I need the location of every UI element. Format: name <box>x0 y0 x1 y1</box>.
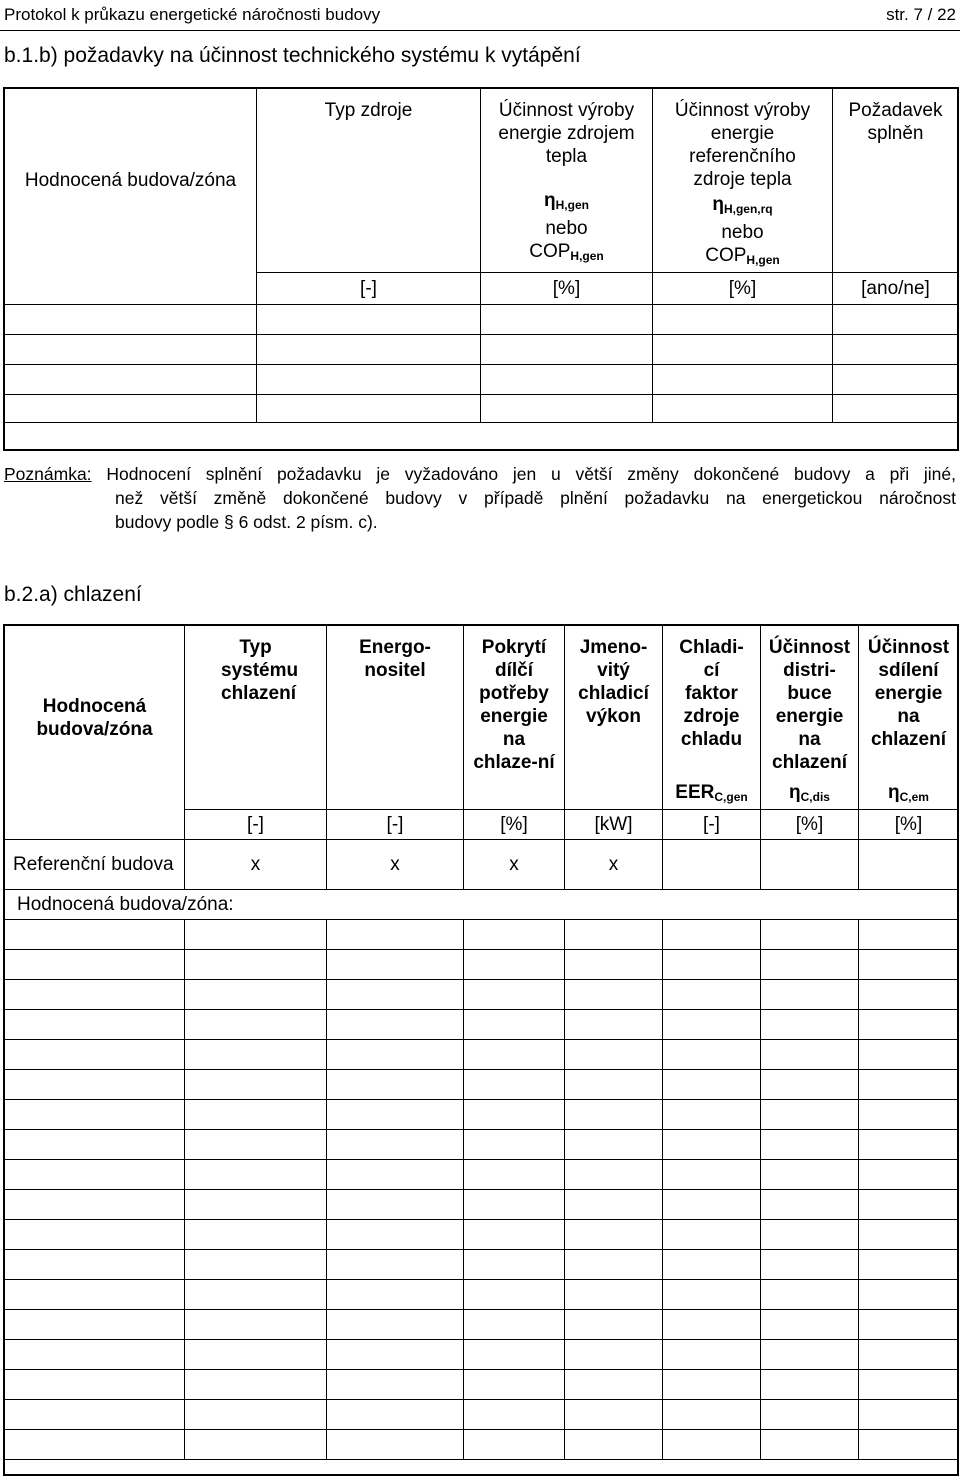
table-cell <box>761 980 859 1010</box>
header-divider <box>0 30 960 31</box>
table-cell <box>464 1100 565 1130</box>
table-cell <box>481 305 653 335</box>
reference-value: x <box>327 840 464 890</box>
note-text: budovy podle § 6 odst. 2 písm. c). <box>115 512 378 532</box>
note-paragraph <box>4 462 956 534</box>
table-cell <box>5 1160 185 1190</box>
table-cell <box>464 920 565 950</box>
table-cell <box>859 1400 959 1430</box>
table-cell <box>5 1340 185 1370</box>
table-cell <box>663 1400 761 1430</box>
table-cell <box>653 335 833 365</box>
source-type-header: Typ zdroje <box>257 89 481 273</box>
table-cell <box>663 1310 761 1340</box>
coverage-header: Pokrytí dílčí potřeby energie na chlaze-ní <box>464 626 565 810</box>
table-cell <box>761 1040 859 1070</box>
unit-cell: [-] <box>663 810 761 840</box>
table-cell <box>761 920 859 950</box>
reference-value: x <box>185 840 327 890</box>
table-cell <box>185 1250 327 1280</box>
table-cell <box>565 1280 663 1310</box>
table-cell <box>327 1340 464 1370</box>
table-cell <box>663 1130 761 1160</box>
table-cell <box>565 1430 663 1460</box>
table-cell <box>5 980 185 1010</box>
table-cell <box>327 1130 464 1160</box>
table-cell <box>761 1100 859 1130</box>
table-cell <box>327 1160 464 1190</box>
table-cell <box>859 1100 959 1130</box>
table-cell <box>761 840 859 890</box>
table-cell <box>185 1190 327 1220</box>
table-cell <box>185 1430 327 1460</box>
note-text: než větší změně dokončené budovy v případě plnění požadavku na energetickou náročnost <box>115 488 956 508</box>
unit-cell: [%] <box>859 810 959 840</box>
table-cell <box>464 1220 565 1250</box>
table-cell <box>464 1430 565 1460</box>
table-cell <box>663 840 761 890</box>
table-cell <box>185 950 327 980</box>
table-cell <box>833 335 959 365</box>
table-cell <box>565 1220 663 1250</box>
evaluated-zone-label: Hodnocená budova/zóna: <box>5 890 959 920</box>
table-cell <box>565 1070 663 1100</box>
table-cell <box>327 1010 464 1040</box>
table-cell <box>859 980 959 1010</box>
table-cell <box>327 950 464 980</box>
table-cell <box>663 1370 761 1400</box>
unit-cell: [%] <box>653 273 833 305</box>
table-cell <box>5 1220 185 1250</box>
table-cell <box>859 1040 959 1070</box>
unit-cell: [%] <box>464 810 565 840</box>
table-cell <box>761 1160 859 1190</box>
table-cell <box>5 335 257 365</box>
table-cell <box>327 1190 464 1220</box>
table-cell <box>185 1310 327 1340</box>
reference-value: x <box>464 840 565 890</box>
table-cell <box>859 1190 959 1220</box>
table-cell <box>464 1190 565 1220</box>
table-cell <box>481 335 653 365</box>
table-cell <box>761 1250 859 1280</box>
table-cell <box>185 1370 327 1400</box>
section-cooling-title: b.2.a) chlazení <box>4 583 142 606</box>
table-cell <box>859 1340 959 1370</box>
energy-carrier-header: Energo-nositel <box>327 626 464 810</box>
table-cell <box>5 1010 185 1040</box>
table-cell <box>5 810 185 840</box>
table-cell <box>663 1220 761 1250</box>
table-cell <box>663 920 761 950</box>
table-cell <box>663 980 761 1010</box>
table-cell <box>327 1070 464 1100</box>
table-cell <box>565 950 663 980</box>
table-cell <box>565 1250 663 1280</box>
table-cell <box>761 1220 859 1250</box>
table-cell <box>663 1070 761 1100</box>
table-cell <box>464 1400 565 1430</box>
table-cell <box>5 950 185 980</box>
table-cell <box>859 920 959 950</box>
table-cell <box>859 1160 959 1190</box>
table-cell <box>464 1310 565 1340</box>
table-cell <box>761 1190 859 1220</box>
table-cell <box>761 1070 859 1100</box>
table-cell <box>5 305 257 335</box>
table-cell <box>464 1070 565 1100</box>
table-cell <box>257 335 481 365</box>
table-cell <box>833 305 959 335</box>
table-cell <box>565 1010 663 1040</box>
table-cell <box>185 1010 327 1040</box>
table-cell <box>663 1430 761 1460</box>
table-cell <box>761 1280 859 1310</box>
table-cell <box>327 1400 464 1430</box>
table-cell <box>327 980 464 1010</box>
table-cell <box>464 1370 565 1400</box>
table-cell <box>464 950 565 980</box>
table-cell <box>327 1370 464 1400</box>
cooling-factor-header: Chladi-cí faktor zdroje chladu $EER_{C,gen}$ <box>663 626 761 810</box>
table-cell <box>663 1100 761 1130</box>
table-cell <box>565 1190 663 1220</box>
table-cell <box>185 1160 327 1190</box>
table-cell <box>761 1400 859 1430</box>
table-cell <box>327 1040 464 1070</box>
table-cell <box>5 1370 185 1400</box>
table-cell <box>859 840 959 890</box>
table-cell <box>5 1130 185 1160</box>
table-cell <box>859 1220 959 1250</box>
table-cell <box>663 1010 761 1040</box>
table-cell <box>5 920 185 950</box>
table-cell <box>761 1310 859 1340</box>
table-cell <box>464 1340 565 1370</box>
table-cell <box>761 1130 859 1160</box>
table-cell <box>5 1430 185 1460</box>
cooling-system-type-header: Typ systému chlazení <box>185 626 327 810</box>
reference-value: x <box>565 840 663 890</box>
table-cell <box>327 1100 464 1130</box>
source-efficiency-header: Účinnost výroby energie zdrojem tepla $\eta_{H,gen}$ nebo $COP_{H,gen}$ <box>481 89 653 273</box>
table-cell <box>5 1250 185 1280</box>
table-cell <box>5 1100 185 1130</box>
heating-requirements-table <box>4 88 959 423</box>
table-cell <box>859 950 959 980</box>
unit-cell: [-] <box>257 273 481 305</box>
table-cell <box>565 1340 663 1370</box>
table-cell <box>761 1010 859 1040</box>
table-cell <box>464 1250 565 1280</box>
table-cell <box>464 980 565 1010</box>
table-cell <box>663 1340 761 1370</box>
table-cell <box>653 365 833 395</box>
table-cell <box>859 1250 959 1280</box>
table-cell <box>859 1010 959 1040</box>
note-label: Poznámka: <box>4 464 92 484</box>
table-cell <box>761 950 859 980</box>
table-cell <box>5 1040 185 1070</box>
table-cell <box>185 1100 327 1130</box>
table-cell <box>761 1370 859 1400</box>
table-cell <box>859 1130 959 1160</box>
table-cell <box>464 1130 565 1160</box>
unit-cell: [%] <box>481 273 653 305</box>
table-cell <box>833 365 959 395</box>
table-cell <box>833 395 959 423</box>
unit-cell: [ano/ne] <box>833 273 959 305</box>
table-cell <box>859 1070 959 1100</box>
table-cell <box>185 1280 327 1310</box>
table-cell <box>859 1430 959 1460</box>
document-title: Protokol k průkazu energetické náročnosti budovy <box>4 5 381 24</box>
table-cell <box>185 1400 327 1430</box>
table-cell <box>663 1190 761 1220</box>
table-cell <box>565 1400 663 1430</box>
unit-cell: [kW] <box>565 810 663 840</box>
note-text: Hodnocení splnění požadavku je vyžadováno jen u větší změny dokončené budovy a při jiné, <box>106 464 956 484</box>
reference-building-label: Referenční budova <box>5 840 185 890</box>
table-cell <box>327 1430 464 1460</box>
unit-cell: [-] <box>185 810 327 840</box>
table-cell <box>565 980 663 1010</box>
table-cell <box>653 395 833 423</box>
reference-efficiency-header: Účinnost výroby energie referenčního zdroje tepla $\eta_{H,gen,rq}$ nebo $COP_{H,gen}$ <box>653 89 833 273</box>
table-cell <box>327 1250 464 1280</box>
cooling-table <box>4 625 959 1460</box>
table-cell <box>565 1370 663 1400</box>
table-cell <box>565 1130 663 1160</box>
requirement-met-header: Požadavek splněn <box>833 89 959 273</box>
table-cell <box>663 1280 761 1310</box>
table-cell <box>761 1430 859 1460</box>
table-cell <box>565 1100 663 1130</box>
table-cell <box>464 1280 565 1310</box>
table-cell <box>327 1310 464 1340</box>
table-cell <box>185 1070 327 1100</box>
table-cell <box>464 1040 565 1070</box>
table-cell <box>859 1280 959 1310</box>
zone-header: Hodnocená budova/zóna <box>5 89 257 273</box>
table-cell <box>481 365 653 395</box>
table-cell <box>565 920 663 950</box>
emission-efficiency-header: Účinnost sdílení energie na chlazení $\eta_{C,em}$ <box>859 626 959 810</box>
table-cell <box>185 1040 327 1070</box>
table-cell <box>257 305 481 335</box>
zone-unit-cell <box>5 273 257 305</box>
table-cell <box>5 1280 185 1310</box>
table-cell <box>5 365 257 395</box>
table-cell <box>257 395 481 423</box>
table-cell <box>565 1160 663 1190</box>
table-cell <box>185 1220 327 1250</box>
table-cell <box>761 1340 859 1370</box>
unit-cell: [%] <box>761 810 859 840</box>
table-cell <box>185 1340 327 1370</box>
table-cell <box>565 1040 663 1070</box>
table-cell <box>663 1250 761 1280</box>
cooling-zone-header: Hodnocená budova/zóna <box>5 626 185 810</box>
section-heating-title: b.1.b) požadavky na účinnost technického systému k vytápění <box>4 44 581 67</box>
table-cell <box>565 1310 663 1340</box>
distribution-efficiency-header: Účinnost distri-buce energie na chlazení $\eta_{C,dis}$ <box>761 626 859 810</box>
unit-cell: [-] <box>327 810 464 840</box>
table-cell <box>663 1040 761 1070</box>
table-cell <box>327 1280 464 1310</box>
table-cell <box>327 920 464 950</box>
table-cell <box>327 1220 464 1250</box>
rated-power-header: Jmeno-vitý chladicí výkon <box>565 626 663 810</box>
table-cell <box>5 395 257 423</box>
table-cell <box>464 1160 565 1190</box>
table-cell <box>663 950 761 980</box>
table-cell <box>185 980 327 1010</box>
table-cell <box>257 365 481 395</box>
table-cell <box>185 920 327 950</box>
table-cell <box>663 1160 761 1190</box>
table-cell <box>653 305 833 335</box>
page-number: str. 7 / 22 <box>886 5 956 24</box>
table-cell <box>859 1370 959 1400</box>
table-cell <box>5 1190 185 1220</box>
table-cell <box>5 1310 185 1340</box>
table-cell <box>464 1010 565 1040</box>
table-cell <box>5 1070 185 1100</box>
table-cell <box>859 1310 959 1340</box>
table-cell <box>5 1400 185 1430</box>
table-cell <box>481 395 653 423</box>
table-cell <box>185 1130 327 1160</box>
